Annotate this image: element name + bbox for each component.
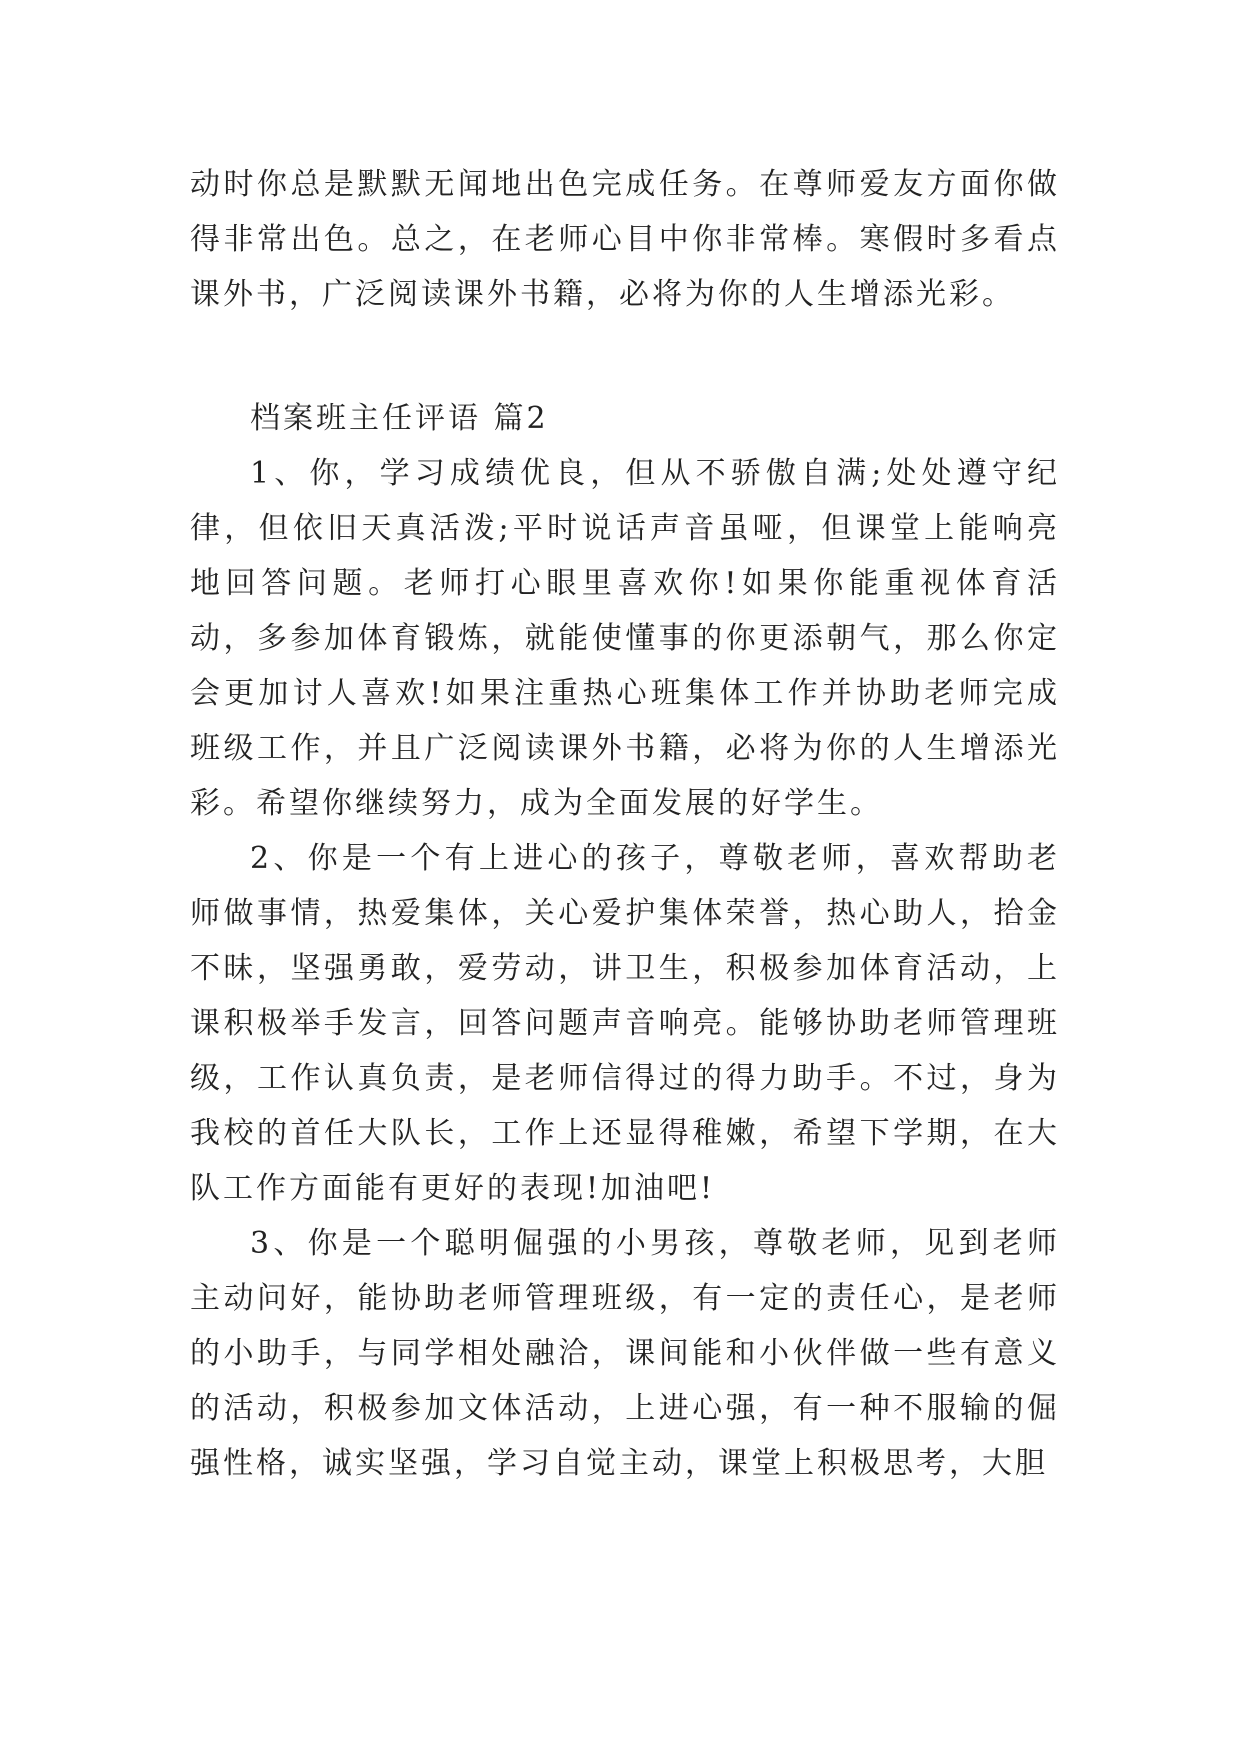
section-spacer [190, 322, 1060, 391]
comment-paragraph-1: 1、你，学习成绩优良，但从不骄傲自满;处处遵守纪律，但依旧天真活泼;平时说话声音虽哑，但课堂上能响亮地回答问题。老师打心眼里喜欢你!如果你能重视体育活动，多参加体育锻炼，就能使懂事的你更添朝气，那么你定会更加讨人喜欢!如果注重热心班集体工作并协助老师完成班级工作，并且广泛阅读课外书籍，必将为你的人生增添光彩。希望你继续努力，成为全面发展的好学生。 [190, 456, 1060, 821]
document-body [190, 157, 1060, 1491]
comment-paragraph-3: 3、你是一个聪明倔强的小男孩，尊敬老师，见到老师主动问好，能协助老师管理班级，有一定的责任心，是老师的小助手，与同学相处融洽，课间能和小伙伴做一些有意义的活动，积极参加文体活动，上进心强，有一种不服输的倔强性格，诚实坚强，学习自觉主动，课堂上积极思考，大胆 [190, 1226, 1060, 1481]
continuation-paragraph: 动时你总是默默无闻地出色完成任务。在尊师爱友方面你做得非常出色。总之，在老师心目中你非常棒。寒假时多看点课外书，广泛阅读课外书籍，必将为你的人生增添光彩。 [190, 167, 1060, 312]
comment-paragraph-2: 2、你是一个有上进心的孩子，尊敬老师，喜欢帮助老师做事情，热爱集体，关心爱护集体荣誉，热心助人，拾金不昧，坚强勇敢，爱劳动，讲卫生，积极参加体育活动，上课积极举手发言，回答问题声音响亮。能够协助老师管理班级，工作认真负责，是老师信得过的得力助手。不过，身为我校的首任大队长，工作上还显得稚嫩，希望下学期，在大队工作方面能有更好的表现!加油吧! [190, 841, 1060, 1206]
section-heading: 档案班主任评语 篇2 [250, 401, 549, 436]
